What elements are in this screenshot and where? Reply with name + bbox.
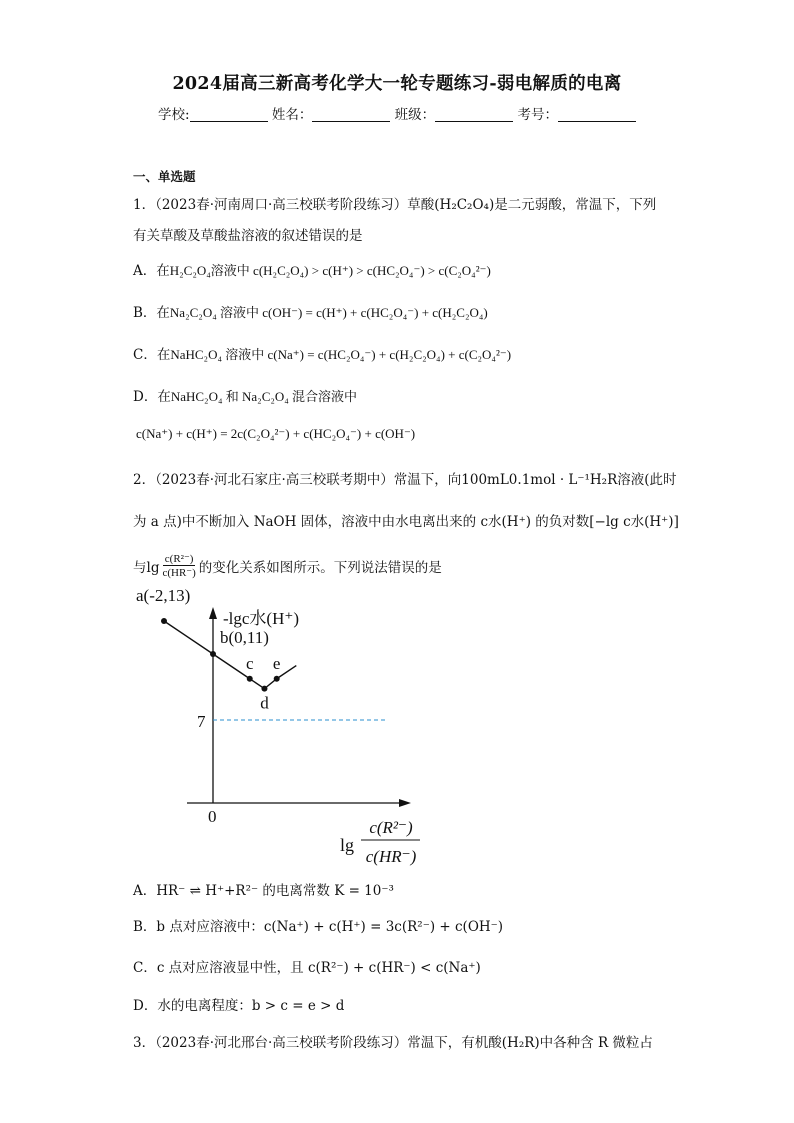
exam-number-blank[interactable] — [558, 107, 636, 122]
q1-option-d-equation: c(Na⁺) + c(H⁺) = 2c(C₂O₄²⁻) + c(HC₂O₄⁻) + c(OH⁻) — [136, 426, 416, 441]
point-label-d: d — [260, 693, 269, 713]
name-label: 姓名： — [271, 107, 313, 123]
point-c — [247, 676, 253, 682]
q1-option-a[interactable]: A．在H₂C₂O₄溶液中 c(H₂C₂O₄) > c(H⁺) > c(HC₂O₄⁻) > c(C₂O₄²⁻) — [133, 263, 491, 279]
x-axis-label-denominator: c(HR⁻) — [365, 847, 417, 866]
point-e — [274, 676, 280, 682]
q2-fraction: c(R²⁻) c(HR⁻) — [162, 553, 196, 579]
origin-label: 0 — [208, 807, 217, 826]
data-points — [136, 586, 280, 713]
point-a — [161, 618, 167, 624]
point-label-e: e — [272, 653, 281, 673]
q1-stem-line-2: 有关草酸及草酸盐溶液的叙述错误的是 — [133, 228, 363, 244]
exam-number-label: 考号： — [517, 107, 558, 123]
name-blank[interactable] — [312, 107, 390, 122]
q2-stem-line-3 — [133, 552, 442, 579]
class-label: 班级： — [394, 107, 436, 123]
q2-stem-tail: 的变化关系如图所示。下列说法错误的是 — [198, 559, 442, 576]
point-label-b: b(0,11) — [220, 628, 269, 647]
point-label-c: c — [245, 653, 254, 673]
point-b — [210, 651, 216, 657]
q2-option-b[interactable]: B．b 点对应溶液中：c(Na⁺) + c(H⁺) = 3c(R²⁻) + c(OH⁻) — [133, 919, 504, 935]
point-label-a: a(-2,13) — [136, 586, 191, 605]
q2-option-d[interactable]: D．水的电离程度：b > c = e > d — [133, 998, 345, 1014]
section-title: 一、单选题 — [133, 169, 196, 184]
y-axis-label: -lgc水(H⁺) — [223, 609, 300, 628]
water-ionization-chart — [125, 586, 425, 870]
q1-option-d[interactable]: D．在NaHC₂O₄ 和 Na₂C₂O₄ 混合溶液中 — [133, 389, 358, 405]
point-d — [261, 686, 267, 692]
q2-option-c[interactable]: C．c 点对应溶液显中性，且 c(R²⁻) + c(HR⁻) < c(Na⁺) — [133, 960, 481, 976]
x-axis-arrow — [399, 799, 411, 807]
school-label: 学校: — [158, 107, 190, 123]
x-axis-label-numerator: c(R²⁻) — [369, 818, 413, 837]
q2-stem-line-2: 为 a 点)中不断加入 NaOH 固体，溶液中由水电离出来的 c水(H⁺) 的负对数[−lg c水(H⁺)] — [133, 514, 679, 530]
y-tick-7: 7 — [197, 712, 206, 731]
q1-stem-line-1: 1．（2023春·河南周口·高三校联考阶段练习）草酸(H₂C₂O₄)是二元弱酸，常温下，下列 — [133, 197, 657, 213]
y-axis-arrow — [209, 607, 217, 619]
x-axis-label-lg: lg — [340, 835, 355, 855]
q2-option-a[interactable]: A．HR⁻ ⇌ H⁺+R²⁻ 的电离常数 K = 10⁻³ — [133, 883, 394, 899]
page-title: 2024届高三新高考化学大一轮专题练习-弱电解质的电离 — [172, 74, 622, 94]
class-blank[interactable] — [435, 107, 513, 122]
q1-option-c[interactable]: C．在NaHC₂O₄ 溶液中 c(Na⁺) = c(HC₂O₄⁻) + c(H₂C₂O₄) + c(C₂O₄²⁻) — [133, 347, 512, 363]
student-info-row — [0, 103, 794, 123]
q3-stem-line-1: 3．（2023春·河北邢台·高三校联考阶段练习）常温下，有机酸(H₂R)中各种含 R 微粒占 — [133, 1035, 653, 1051]
school-blank[interactable] — [190, 107, 268, 122]
q2-lg-prefix: 与lg — [133, 559, 160, 576]
q1-option-b[interactable]: B．在Na₂C₂O₄ 溶液中 c(OH⁻) = c(H⁺) + c(HC₂O₄⁻) + c(H₂C₂O₄) — [133, 305, 488, 321]
q2-stem-line-1: 2．（2023春·河北石家庄·高三校联考期中）常温下，向100mL0.1mol · L⁻¹H₂R溶液(此时 — [133, 472, 677, 488]
